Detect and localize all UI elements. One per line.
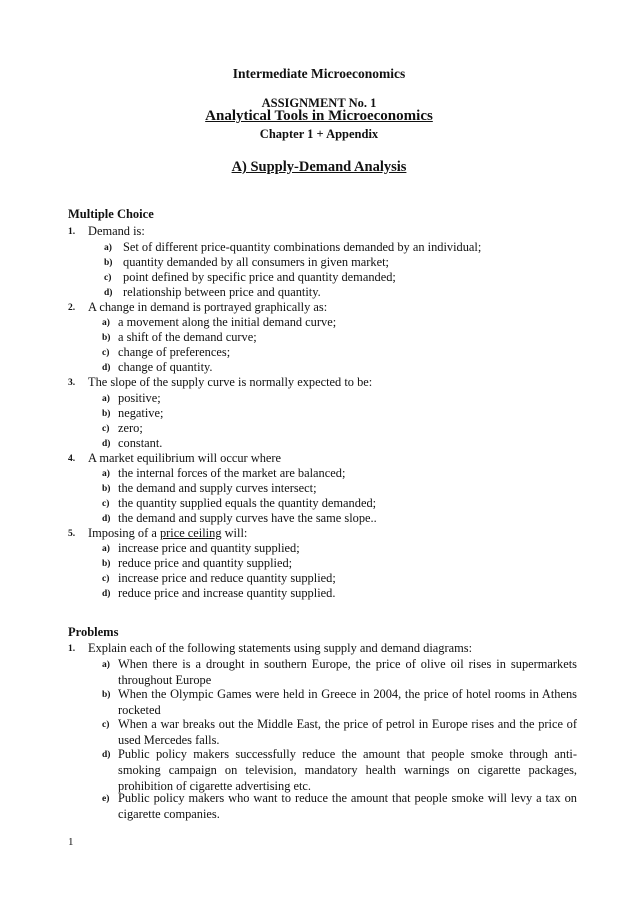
assignment-number: ASSIGNMENT No. 1 xyxy=(261,96,377,110)
question-text-after: will: xyxy=(221,526,248,540)
option-label: a) xyxy=(102,469,110,479)
problem-part-text: Public policy makers successfully reduce the amount that people smoke through anti-smoking campaign on television, mandatory health warnings on cigarette packages, prohibition of cigarette advertising etc. xyxy=(118,747,577,793)
option-label: a) xyxy=(102,318,110,328)
option-label: d) xyxy=(102,589,111,599)
option-label: a) xyxy=(102,544,110,554)
price-ceiling-term: price ceiling xyxy=(159,526,222,540)
option-label: b) xyxy=(102,333,111,343)
problem-part-label: c) xyxy=(102,720,110,730)
option-label: c) xyxy=(102,424,110,434)
problem-part-label: e) xyxy=(102,794,110,804)
option-label: c) xyxy=(102,348,110,358)
problem-part-label: a) xyxy=(102,660,110,670)
option-text: quantity demanded by all consumers in given market; xyxy=(123,255,389,269)
option-label: b) xyxy=(102,484,111,494)
option-text: increase price and reduce quantity supplied; xyxy=(118,571,336,585)
option-text: negative; xyxy=(118,406,164,420)
section-heading: A) Supply-Demand Analysis xyxy=(231,159,407,175)
course-title: Intermediate Microeconomics xyxy=(232,66,406,81)
problem-text: Explain each of the following statements using supply and demand diagrams: xyxy=(88,641,473,655)
option-label: d) xyxy=(102,514,111,524)
question-text: Demand is: xyxy=(88,224,145,238)
assignment-subtitle: Analytical Tools in Microeconomics xyxy=(205,108,433,124)
option-text: the quantity supplied equals the quantity demanded; xyxy=(118,496,377,510)
problem-part-text: When a war breaks out the Middle East, the price of petrol in Europe rises and the price of used Mercedes falls. xyxy=(118,717,577,747)
option-label: c) xyxy=(104,273,112,283)
question-number: 3. xyxy=(68,378,76,388)
question-text: The slope of the supply curve is normally expected to be: xyxy=(88,375,373,389)
option-label: d) xyxy=(102,439,111,449)
option-label: c) xyxy=(102,574,110,584)
option-text: change of quantity. xyxy=(118,360,213,374)
option-text: a shift of the demand curve; xyxy=(118,330,257,344)
question-number: 1. xyxy=(68,227,76,237)
option-text: change of preferences; xyxy=(118,345,231,359)
chapter-label: Chapter 1 + Appendix xyxy=(259,127,379,141)
problem-number: 1. xyxy=(68,644,76,654)
question-number: 4. xyxy=(68,454,76,464)
option-label: b) xyxy=(102,559,111,569)
question-text: A change in demand is portrayed graphically as: xyxy=(88,300,328,314)
option-label: c) xyxy=(102,499,110,509)
option-text: point defined by specific price and quantity demanded; xyxy=(123,270,396,284)
question-text-before: Imposing of a xyxy=(88,526,160,540)
problem-part-text: When there is a drought in southern Europe, the price of olive oil rises in supermarkets throughout Europe xyxy=(118,657,577,687)
option-label: b) xyxy=(102,409,111,419)
option-text: reduce price and increase quantity supplied. xyxy=(118,586,336,600)
option-label: a) xyxy=(104,243,112,253)
option-text: the demand and supply curves have the same slope.. xyxy=(118,511,377,525)
option-text: relationship between price and quantity. xyxy=(123,285,321,299)
option-label: b) xyxy=(104,258,113,268)
option-text: zero; xyxy=(118,421,143,435)
option-text: positive; xyxy=(118,391,161,405)
problem-part-text: Public policy makers who want to reduce the amount that people smoke will levy a tax on cigarette companies. xyxy=(118,791,577,821)
option-text: the internal forces of the market are balanced; xyxy=(118,466,346,480)
option-text: constant. xyxy=(118,436,163,450)
page-number: 1 xyxy=(68,836,74,848)
problem-part-label: d) xyxy=(102,750,111,760)
option-text: Set of different price-quantity combinations demanded by an individual; xyxy=(123,240,482,254)
question-text: A market equilibrium will occur where xyxy=(88,451,282,465)
problem-part-text: When the Olympic Games were held in Greece in 2004, the price of hotel rooms in Athens rocketed xyxy=(118,687,577,717)
option-text: reduce price and quantity supplied; xyxy=(118,556,293,570)
problem-part-label: b) xyxy=(102,690,111,700)
option-text: a movement along the initial demand curve; xyxy=(118,315,337,329)
option-text: the demand and supply curves intersect; xyxy=(118,481,317,495)
question-number: 5. xyxy=(68,529,76,539)
option-label: d) xyxy=(102,363,111,373)
problems-heading: Problems xyxy=(68,625,119,639)
question-text xyxy=(88,526,247,541)
question-number: 2. xyxy=(68,303,76,313)
option-label: a) xyxy=(102,394,110,404)
option-text: increase price and quantity supplied; xyxy=(118,541,300,555)
option-label: d) xyxy=(104,288,113,298)
multiple-choice-heading: Multiple Choice xyxy=(68,207,154,221)
